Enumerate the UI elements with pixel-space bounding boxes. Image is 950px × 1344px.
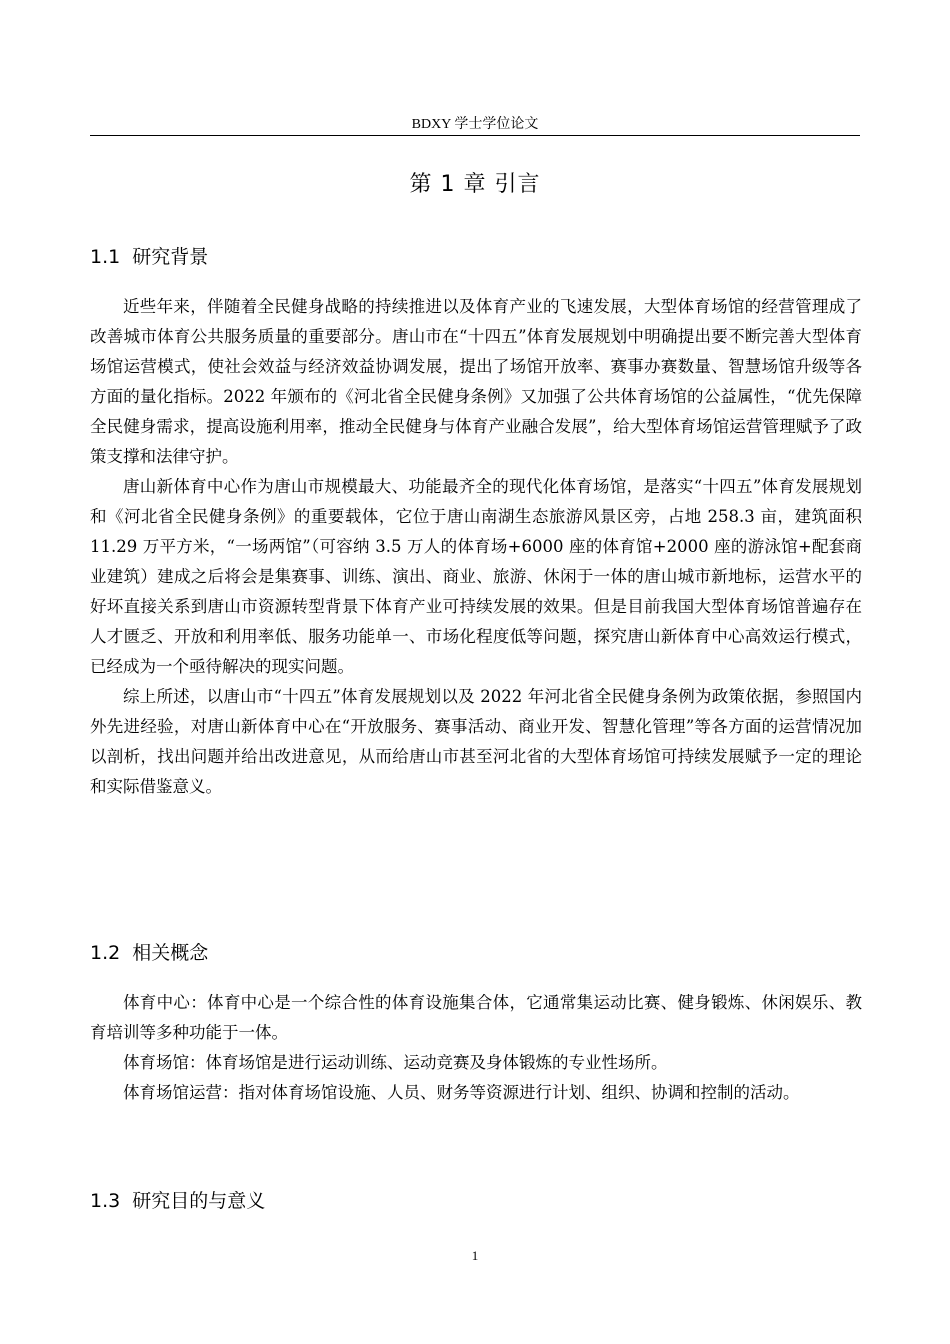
paragraph: 综上所述，以唐山市“十四五”体育发展规划以及 2022 年河北省全民健身条例为政策依据，参照国内外先进经验，对唐山新体育中心在“开放服务、赛事活动、商业开发、智慧化管理”等各方面的运营情况加以剖析，找出问题并给出改进意见，从而给唐山市甚至河北省的大型体育场馆可持续发展赋予一定的理论和实际借鉴意义。: [90, 687, 862, 796]
section-number: 1.2: [90, 942, 121, 964]
section-number: 1.3: [90, 1190, 121, 1212]
section-body-1-2: [90, 988, 862, 1108]
page-number: 1: [471, 1248, 479, 1263]
paragraph: 唐山新体育中心作为唐山市规模最大、功能最齐全的现代化体育场馆，是落实“十四五”体育发展规划和《河北省全民健身条例》的重要载体，它位于唐山南湖生态旅游风景区旁，占地 258.3 亩，建筑面积 11.29 万平方米，“一场两馆”（可容纳 3.5 万人的体育场+6000 座的体育馆+2000 座的游泳馆+配套商业建筑）建成之后将会是集赛事、训练、演出、商业、旅游、休闲于一体的唐山城市新地标，运营水平的好坏直接关系到唐山市资源转型背景下体育产业可持续发展的效果。但是目前我国大型体育场馆普遍存在人才匮乏、开放和利用率低、服务功能单一、市场化程度低等问题，探究唐山新体育中心高效运行模式，已经成为一个亟待解决的现实问题。: [90, 477, 862, 676]
running-header: BDXY 学士学位论文: [411, 117, 539, 132]
section-body-1-1: [90, 292, 862, 802]
paragraph: 近些年来，伴随着全民健身战略的持续推进以及体育产业的飞速发展，大型体育场馆的经营管理成了改善城市体育公共服务质量的重要部分。唐山市在“十四五”体育发展规划中明确提出要不断完善大型体育场馆运营模式，使社会效益与经济效益协调发展，提出了场馆开放率、赛事办赛数量、智慧场馆升级等各方面的量化指标。2022 年颁布的《河北省全民健身条例》又加强了公共体育场馆的公益属性，“优先保障全民健身需求，提高设施利用率，推动全民健身与体育产业融合发展”，给大型体育场馆运营管理赋予了政策支撑和法律守护。: [90, 297, 862, 466]
section-title: 研究背景: [132, 246, 209, 268]
section-title: 研究目的与意义: [132, 1190, 266, 1212]
paragraph: 体育场馆：体育场馆是进行运动训练、运动竞赛及身体锻炼的专业性场所。: [123, 1053, 668, 1072]
paragraph: 体育场馆运营：指对体育场馆设施、人员、财务等资源进行计划、组织、协调和控制的活动。: [123, 1083, 800, 1102]
chapter-title: 第 1 章 引言: [409, 172, 541, 197]
section-number: 1.1: [90, 246, 121, 268]
section-heading-1-3: [90, 1188, 860, 1214]
section-title: 相关概念: [132, 942, 209, 964]
paragraph: 体育中心：体育中心是一个综合性的体育设施集合体，它通常集运动比赛、健身锻炼、休闲娱乐、教育培训等多种功能于一体。: [90, 993, 862, 1042]
section-heading-1-2: [90, 940, 860, 966]
header-rule: [90, 135, 860, 136]
section-heading-1-1: [90, 244, 860, 270]
